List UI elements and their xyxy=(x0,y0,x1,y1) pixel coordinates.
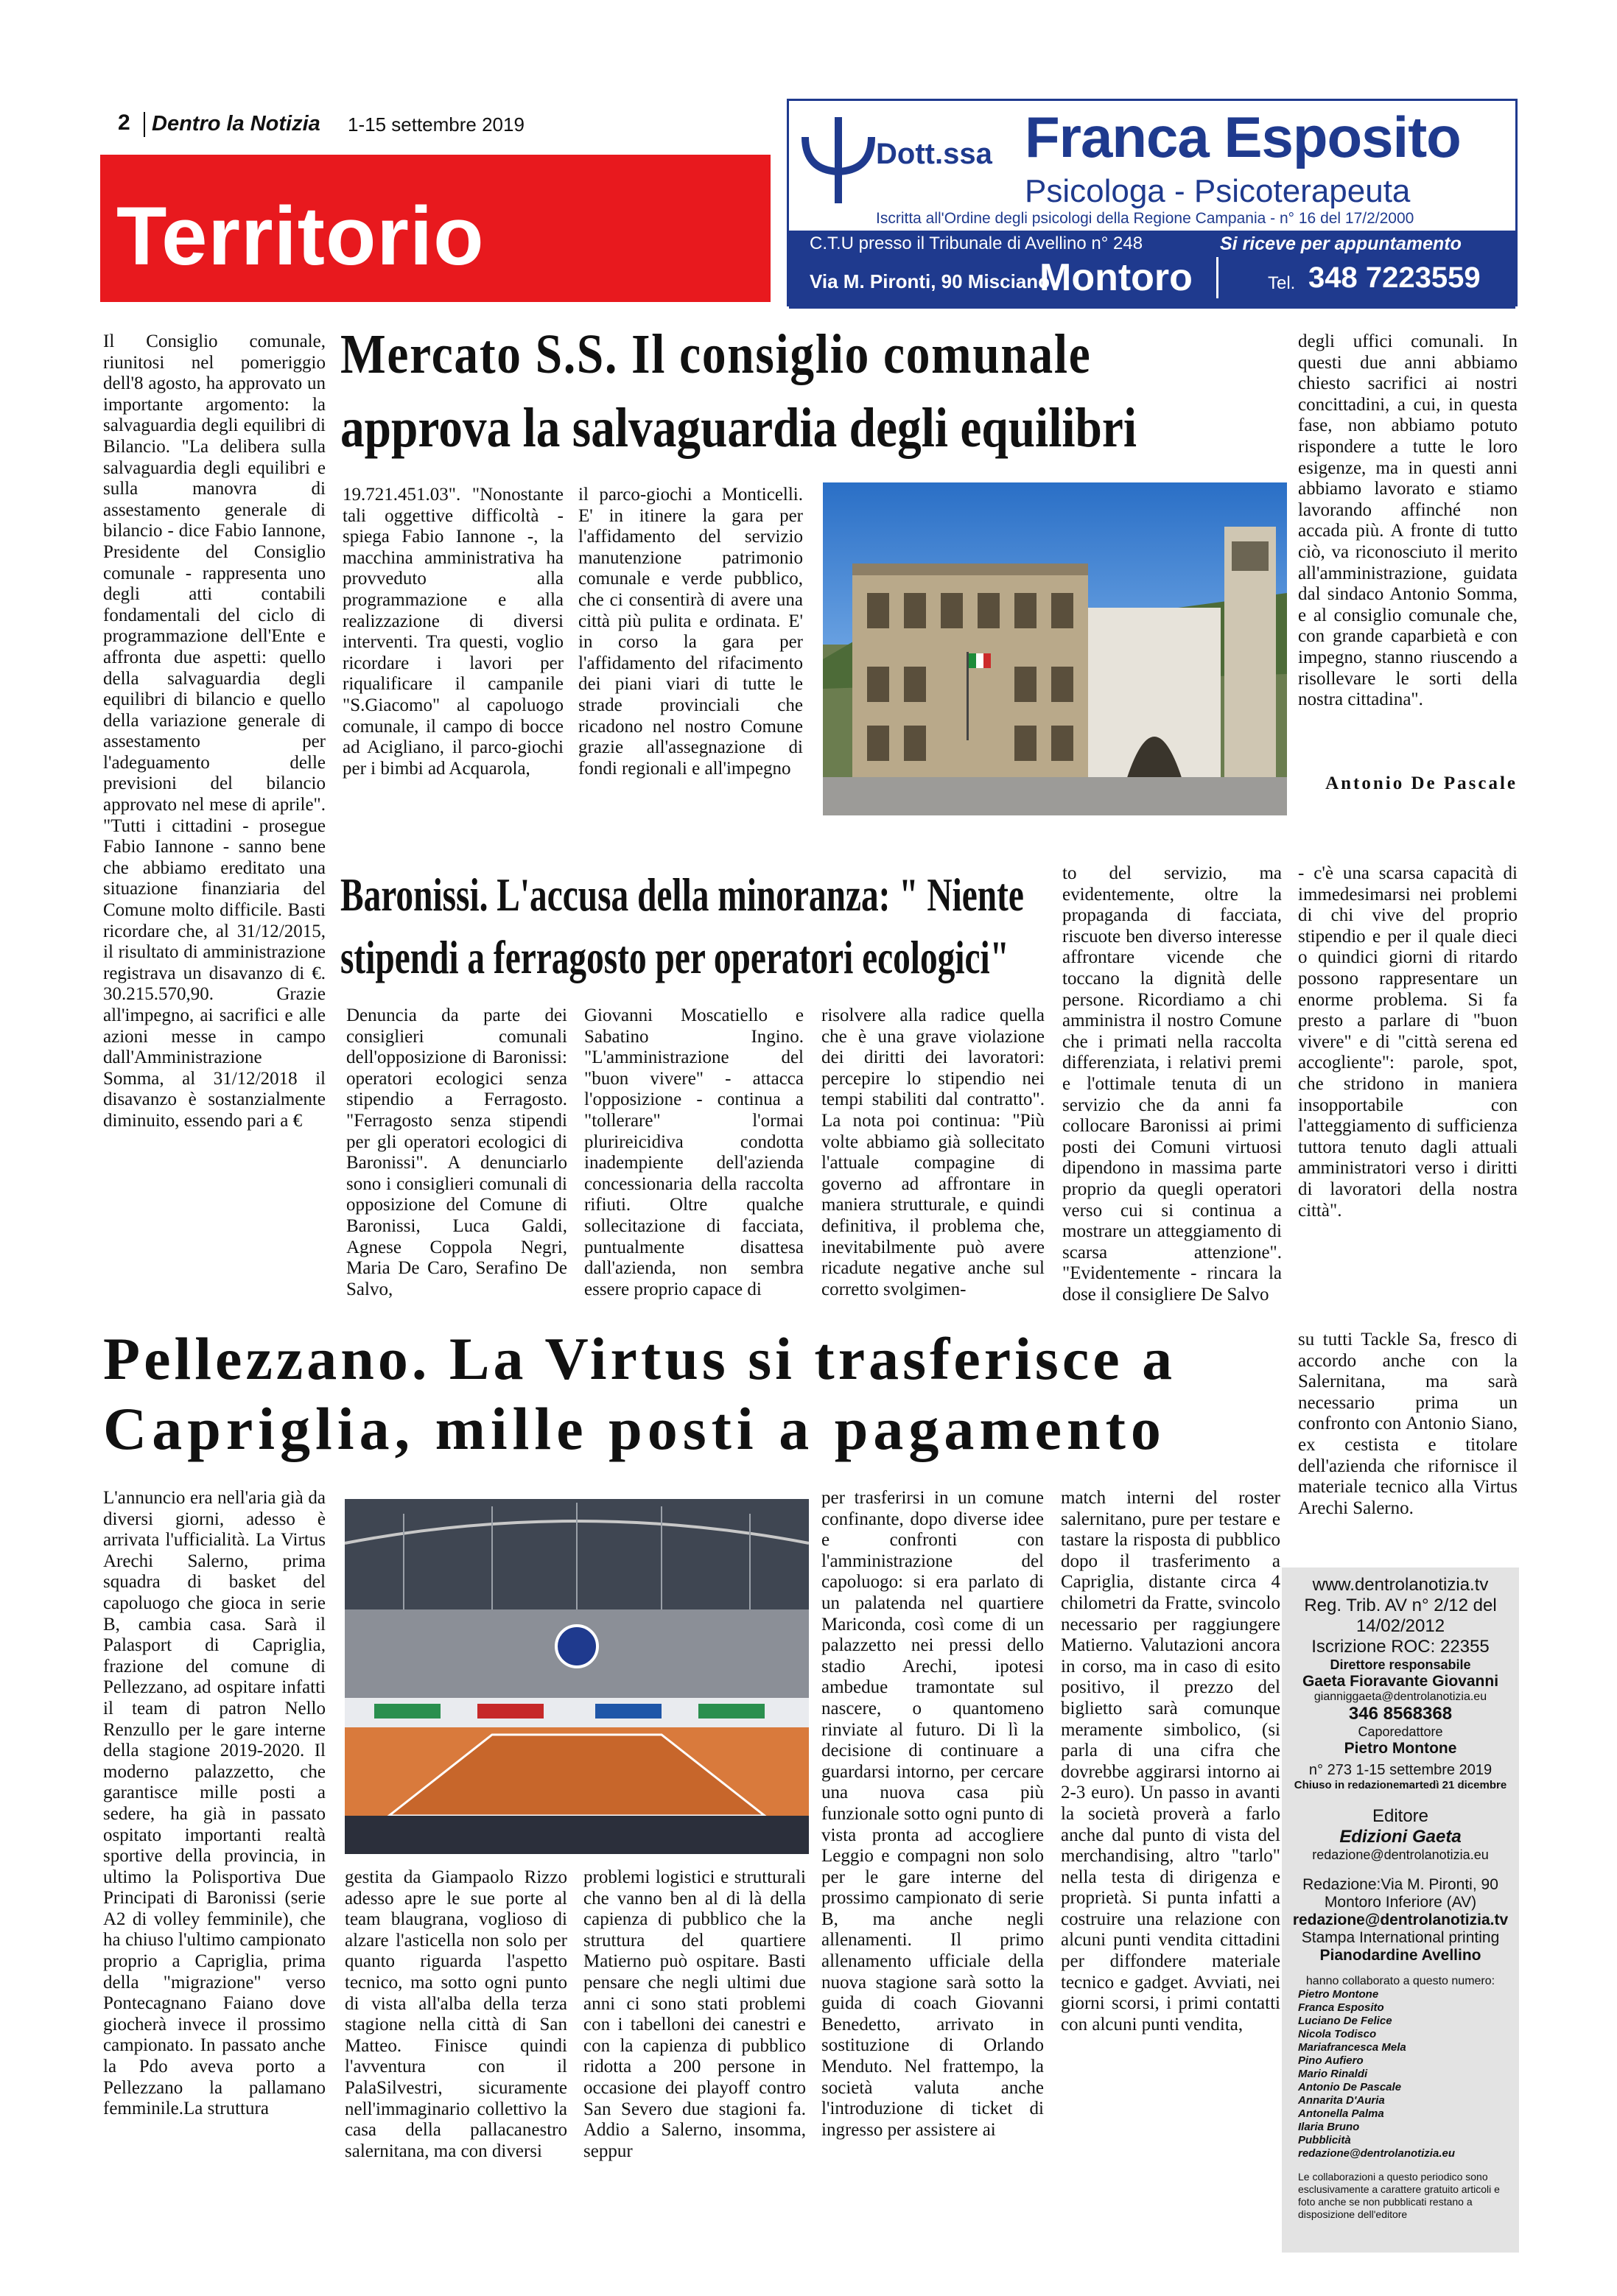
contributor: Pietro Montone xyxy=(1298,1988,1379,2001)
masthead-office-line1: Redazione:Via M. Pironti, 90 xyxy=(1302,1876,1498,1893)
contributor: Luciano De Felice xyxy=(1298,2015,1392,2027)
ad-appointment: Si riceve per appuntamento xyxy=(1220,234,1462,254)
article1-title-line1: Mercato S.S. Il consiglio comunale xyxy=(340,323,1092,385)
arena-photo xyxy=(345,1499,809,1854)
contributor: Pino Aufiero xyxy=(1298,2054,1364,2067)
issue-date: 1-15 settembre 2019 xyxy=(348,113,525,136)
masthead-editor: Pietro Montone xyxy=(1344,1740,1457,1757)
contributor: Antonio De Pascale xyxy=(1298,2081,1402,2093)
masthead-publisher-label: Editore xyxy=(1372,1806,1429,1826)
masthead-contributors-label: hanno collaborato a questo numero: xyxy=(1305,1975,1495,1987)
town-hall-building-icon xyxy=(823,482,1287,815)
masthead-office-line2: Montoro Inferiore (AV) xyxy=(1324,1894,1477,1911)
newspaper-name: Dentro la Notizia xyxy=(152,112,320,136)
psychologist-ad xyxy=(787,99,1518,306)
article2-title-line2: stipendi a ferragosto per operatori ecologici" xyxy=(340,931,1009,983)
masthead-issue: n° 273 1-15 settembre 2019 xyxy=(1308,1762,1493,1778)
contributors-list xyxy=(1291,1988,1510,2160)
masthead-reg-line2: 14/02/2012 xyxy=(1355,1616,1445,1636)
contributor: Mariafrancesca Mela xyxy=(1298,2041,1406,2054)
masthead-director-email: gianniggaeta@dentrolanotizia.eu xyxy=(1313,1691,1487,1703)
article3-column-4: match interni del roster salernitano, pure per testare e tastare la risposta di pubblico dopo il trasferimento a Capriglia, distante circa 4 chilometri da Fratte, svincolo necessario per raggiungere Matierno. Valutazioni ancora in corso, ma in caso di esito positivo, il prezzo del biglietto sarà comunque meramente simbolico, (si parla di una cifra che dovrebbe aggirarsi intorno ai 2-3 euro). Un passo in avanti la società proverà a farlo anche dal punto di vista del merchandising, altro "tarlo" nella testa di dirigenza e proprietà. Si punta infatti a costruire una relazione con alcuni punti vendita cittadini per diffondere materiale tecnico e gadget. Avviati, nei giorni scorsi, i primi contatti con alcuni punti vendita, xyxy=(1061,1488,1280,2035)
masthead-box xyxy=(1282,1567,1519,2253)
town-hall-photo xyxy=(823,482,1287,815)
article1-title-line2: approva la salvaguardia degli equilibri xyxy=(340,397,1137,459)
ad-ctu: C.T.U presso il Tribunale di Avellino n° 248 xyxy=(810,234,1143,253)
section-banner xyxy=(100,155,771,302)
ad-address: Via M. Pironti, 90 Misciano xyxy=(810,270,1050,292)
ad-town: Montoro xyxy=(1039,256,1193,299)
article1-author: Antonio De Pascale xyxy=(1325,773,1518,793)
article2-column-4: to del servizio, ma evidentemente, oltre la propaganda di facciata, riscuote ben diverso interesse affrontare vicende che toccano la dignità delle persone. Ricordiamo a chi amministra il nostro Comune che i primati nella raccolta differenziata, i relativi premi e l'ottimale tenuta di un servizio che da anni fa collocare Baronissi ai primi posti dei Comuni virtuosi dipendono in massima parte proprio da quegli operatori verso cui si continua a mostrare un atteggiamento di scarsa attenzione". "Evidentemente - rincara la dose il consigliere De Salvo xyxy=(1062,863,1282,1305)
article1-column-5: degli uffici comunali. In questi due anni abbiamo chiesto sacrifici ai nostri concittadini, a cui, in questa fase, non abbiamo potuto rispondere a tutte le loro esigenze, ma in questi anni abbiamo lavorato e stiamo lavorando affinché non accada più. A fronte di tutto ciò, va riconosciuto il merito all'amministrazione, guidata dal sindaco Antonio Somma, e al consiglio comunale che, con grande caparbietà e con impegno, stanno riuscendo a risollevare le sorti della nostra cittadina". xyxy=(1298,331,1518,710)
article3-title-line1: Pellezzano. La Virtus si trasferisce a xyxy=(103,1325,1176,1392)
masthead-reg-line1: Reg. Trib. AV n° 2/12 del xyxy=(1304,1595,1497,1615)
masthead-publisher: Edizioni Gaeta xyxy=(1339,1827,1462,1847)
article2-title-line1: Baronissi. L'accusa della minoranza: " Niente xyxy=(340,868,1024,921)
masthead-closing: Chiuso in redazionemartedì 21 dicembre xyxy=(1294,1779,1507,1791)
page-header xyxy=(118,110,781,140)
masthead-ads-line: Pubblicità redazione@dentrolanotizia.eu xyxy=(1298,2134,1455,2160)
article1-column-2: 19.721.451.03". "Nonostante tali oggettive difficoltà - spiega Fabio Iannone -, la macchina amministrativa ha provveduto alla programmazione e alla realizzazione di diversi interventi. Tra questi, voglio ricordare i lavori per riqualificare il campanile "S.Giacomo" al capoluogo comunale, il campo di bocce ad Acigliano, il parco-giochi per i bimbi ad Acquarola, xyxy=(343,485,564,779)
masthead-director-label: Direttore responsabile xyxy=(1330,1657,1471,1672)
ad-name: Franca Esposito xyxy=(1025,105,1461,169)
article2-column-2: Giovanni Moscatiello e Sabatino Ingino. "L'amministrazione del "buon vivere" - attacca l'opposizione - continua a "tollerare" l'ormai plurireicidiva condotta inadempiente dell'azienda concessionaria della raccolta rifiuti. Oltre qualche sollecitazione di facciata, puntualmente disattesa dall'azienda, non sembra essere proprio capace di xyxy=(584,1005,804,1299)
ad-blue-band xyxy=(789,231,1515,309)
article2-column-3: risolvere alla radice quella che è una grave violazione dei diritti dei lavoratori: percepire lo stipendio nei tempi stabiliti dal contratto". La nota poi continua: "Più volte abbiamo già sollecitato l'attuale compagine di governo ad affrontare in maniera strutturale, e quindi definitiva, il problema che, inevitabilmente può avere ricadute negative anche sul corretto svolgimen- xyxy=(821,1005,1045,1299)
article1-column-3: il parco-giochi a Monticelli. E' in itinere la gara per l'affidamento del servizio manutenzione patrimonio comunale e verde pubblico, che ci consentirà di avere una città più pulita e ordinata. E' in corso la gara per l'affidamento del rifacimento dei piani viari di tutte le strade provinciali che ricadono nel nostro Comune grazie all'assegnazione di fondi regionali e all'impegno xyxy=(578,485,803,779)
article3-column-2: gestita da Giampaolo Rizzo adesso apre le sue porte al team blaugrana, voglioso di alzare l'asticella non solo per quanto riguarda l'aspetto tecnico, ma sotto ogni punto di vista all'alba della terza stagione nella città di San Matteo. Finisce quindi l'avventura con il PalaSilvestri, sicuramente nell'immaginario collettivo la casa della pallacanestro salernitana, ma con diversi xyxy=(345,1867,567,2161)
contributor: Annarita D'Auria xyxy=(1298,2094,1385,2107)
contributor: Antonella Palma xyxy=(1298,2107,1384,2120)
article3-column-5: su tutti Tackle Sa, fresco di accordo anche con la Salernitana, ma sarà necessario prima un confronto con Antonio Siano, ex cestista e titolare dell'azienda che rifornisce il materiale tecnico alla Virtus Arechi Salerno. xyxy=(1298,1330,1518,1518)
contributor: Nicola Todisco xyxy=(1298,2028,1377,2040)
masthead-print-line2: Pianodardine Avellino xyxy=(1319,1947,1481,1964)
article2-column-1: Denuncia da parte dei consiglieri comunali dell'opposizione di Baronissi: operatori ecologici senza stipendio a Ferragosto. "Ferragosto senza stipendi per gli operatori ecologici di Baronissi". A denunciarlo sono i consiglieri comunali di opposizione del Comune di Baronissi, Luca Galdi, Agnese Coppola Negri, Maria De Caro, Serafino De Salvo, xyxy=(346,1005,567,1299)
article3-column-1: L'annuncio era nell'aria già da diversi giorni, adesso è arrivata l'ufficialità. La Virtus Arechi Salerno, prima squadra di basket del capoluogo che gioca in serie B, cambia casa. Sarà il Palasport di Capriglia, frazione del comune di Pellezzano, ad ospitare infatti il team di patron Nello Renzullo per le gare interne della stagione 2019-2020. Il moderno palazzetto, che garantisce mille posti a sedere, ha già in passato ospitato importanti realtà sportive della provincia, in ultimo la Polisportiva Due Principati di Baronissi (serie A2 di volley femminile), che ha chiuso l'ultimo campionato proprio a Capriglia, prima della "migrazione" verso Pontecagnano Faiano dove giocherà invece il prossimo campionato. In passato anche la Pdo aveva porto a Pellezzano la pallamano femminile.La struttura xyxy=(103,1488,326,2119)
page-number: 2 xyxy=(118,110,130,135)
psi-logo-icon xyxy=(798,111,879,207)
basketball-arena-icon xyxy=(345,1499,809,1854)
masthead-director: Gaeta Fioravante Giovanni xyxy=(1302,1673,1499,1690)
ad-tel: 348 7223559 xyxy=(1308,261,1481,294)
masthead-disclaimer: Le collaborazioni a questo periodico sono esclusivamente a carattere gratuito articoli e foto anche se non pubblicati restano a disposizione dell'editore xyxy=(1298,2171,1500,2220)
article1-column-1: Il Consiglio comunale, riunitosi nel pomeriggio dell'8 agosto, ha approvato un importante argomento: la salvaguardia degli equilibri di Bilancio. "La delibera sulla salvaguardia degli equilibri e sulla manovra di assestamento generale di bilancio - dice Fabio Iannone, Presidente del Consiglio comunale - rappresenta uno degli atti contabili fondamentali del ciclo di programmazione dell'Ente e affronta due aspetti: quello della salvaguardia degli equilibri di bilancio e quello della variazione generale di assestamento per l'adeguamento delle previsioni del bilancio approvato nel mese di aprile". "Tutti i cittadini - prosegue Fabio Iannone - sanno bene che abbiamo ereditato una situazione finanziaria del Comune molto difficile. Basti ricordare che, al 31/12/2015, il risultato di amministrazione registrava un disavanzo di €. 30.215.570,90. Grazie all'impegno, ai sacrifici e alle azioni messe in campo dall'Amministrazione Somma, al 31/12/2018 il disavanzo è sostanzialmente diminuito, essendo pari a € xyxy=(103,331,326,1131)
masthead-director-phone: 346 8568368 xyxy=(1348,1704,1453,1724)
header-divider xyxy=(144,112,145,137)
masthead-office-email: redazione@dentrolanotizia.tv xyxy=(1292,1911,1509,1928)
ad-prefix: Dott.ssa xyxy=(876,138,992,170)
masthead-publisher-email: redazione@dentrolanotizia.eu xyxy=(1312,1847,1489,1862)
article3-title-line2: Capriglia, mille posti a pagamento xyxy=(103,1395,1166,1462)
masthead-website: www.dentrolanotizia.tv xyxy=(1312,1575,1489,1595)
ad-registration: Iscritta all'Ordine degli psicologi della Regione Campania - n° 16 del 17/2/2000 xyxy=(876,210,1414,227)
section-title: Territorio xyxy=(116,190,485,282)
contributor: Ilaria Bruno xyxy=(1298,2121,1360,2133)
masthead-editor-label: Caporedattore xyxy=(1358,1724,1443,1739)
masthead-roc: Iscrizione ROC: 22355 xyxy=(1311,1637,1490,1657)
contributor: Mario Rinaldi xyxy=(1298,2068,1368,2080)
ad-profession: Psicologa - Psicoterapeuta xyxy=(1025,173,1411,209)
article3-column-3a: per trasferirsi in un comune confinante, dopo diverse idee e confronti con l'amministrazione del capoluogo: si era parlato di un palatenda nel quartiere Mariconda, così come di un palazzetto nei pressi dello stadio Arechi, ipotesi ambedue tramontate sul nascere, o quantomeno rinviate al futuro. Di lì la decisione di continuare a guardarsi intorno, per cercare una nuova casa più funzionale sotto ogni punto di vista pronta ad accogliere Leggio e compagni non solo per le gare interne del prossimo campionato di serie B, ma anche negli allenamenti. Il primo allenamento ufficiale della nuova stagione sarà sotto la guida di coach Giovanni Benedetto, arrivato in sostituzione di Orlando Menduto. Nel frattempo, la società valuta anche l'introduzione di ticket di ingresso per assistere ai xyxy=(821,1488,1044,2140)
ad-tel-label: Tel. xyxy=(1268,273,1296,293)
ad-divider xyxy=(1216,257,1218,298)
article2-column-5: - c'è una scarsa capacità di immedesimarsi nei problemi di chi vive del proprio stipendio e per il quale dieci o quindici giorni di ritardo possono rappresentare un enorme problema. Si fa presto a parlare di "buon vivere" e di "città serena ed accogliente": parole, spot, che stridono in maniera insopportabile con l'atteggiamento di sufficienza tuttora tenuto dagli attuali amministratori verso i diritti di lavoratori della nostra città". xyxy=(1298,863,1518,1221)
article3-column-3b: problemi logistici e strutturali che vanno ben al di là della capienza di pubblico che la struttura del quartiere Matierno può ospitare. Basti pensare che negli ultimi due anni ci sono stati problemi con i tabelloni dei canestri e con la capienza di pubblico ridotta a 200 persone in occasione dei playoff contro San Severo due stagioni fa. Addio a Salerno, insomma, seppur xyxy=(583,1867,806,2161)
masthead-print-line1: Stampa International printing xyxy=(1301,1929,1500,1946)
contributor: Franca Esposito xyxy=(1298,2001,1384,2014)
